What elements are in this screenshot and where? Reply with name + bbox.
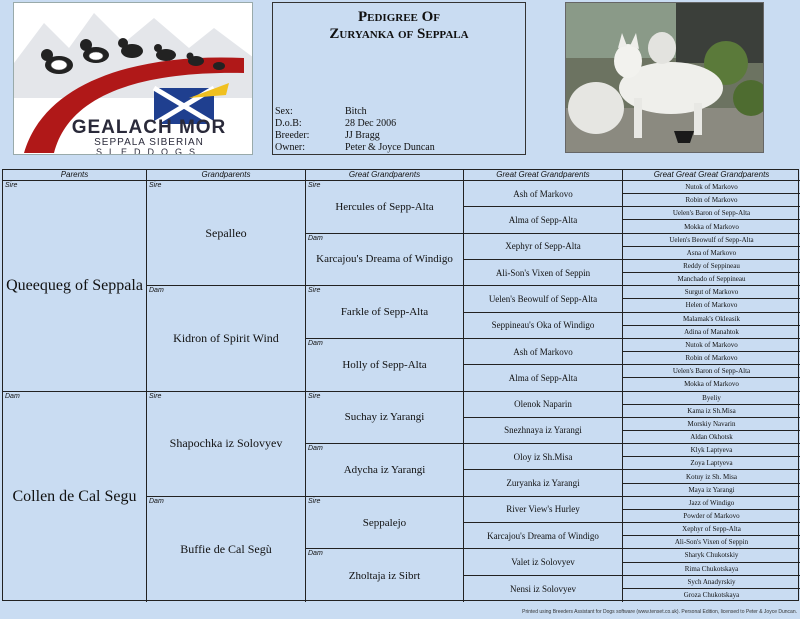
- ggg-grandparent-cell: [623, 326, 800, 339]
- ggg-grandparent-name: Nutok of Markovo: [685, 340, 738, 349]
- dog-name-title: Zuryanka of Seppala: [329, 26, 469, 42]
- sire-label: Sire: [149, 182, 162, 189]
- gg-grandparent-cell: [464, 234, 622, 260]
- ggg-grandparent-cell: [623, 563, 800, 576]
- gg-grandparent-cell: [464, 497, 622, 523]
- ggg-grandparent-name: Helen of Markovo: [685, 301, 738, 310]
- info-value: 28 Dec 2006: [345, 118, 397, 129]
- gg-grandparent-cell: [464, 181, 622, 207]
- gg-grandparent-name: Olenok Naparin: [514, 399, 572, 410]
- dog-photo: [565, 2, 764, 153]
- sire-label: Sire: [308, 497, 321, 505]
- gg-grandparent-name: Valet iz Solovyev: [511, 557, 575, 568]
- footer-credit: Printed using Breeders Assistant for Dogs software (www.tenset.co.uk). Personal Edition, licensed to Peter & Joyce Duncan.: [522, 609, 797, 615]
- gg-grandparent-cell: [464, 313, 622, 339]
- gg-grandparent-cell: [464, 444, 622, 470]
- pedigree-title: Pedigree Of: [357, 9, 441, 25]
- ggg-grandparent-name: Ali-Son's Vixen of Seppin: [674, 538, 749, 547]
- grandparent-cell: [147, 286, 305, 391]
- ggg-grandparent-name: Powder of Markovo: [683, 511, 740, 520]
- ggg-grandparent-name: Mokka of Markovo: [684, 222, 739, 231]
- great-grandparent-cell: [306, 497, 463, 550]
- dam-label: Dam: [308, 445, 323, 453]
- info-row: [275, 118, 435, 130]
- dog-info: [275, 106, 435, 154]
- logo-tagline: SEPPALA SIBERIAN: [94, 137, 204, 148]
- column-gg-grandparent: [464, 170, 623, 602]
- ggg-grandparent-name: Kama iz Sh.Misa: [687, 406, 736, 415]
- column-header: Great Great Great Grandparents: [623, 170, 800, 181]
- ggg-grandparent-cell: [623, 352, 800, 365]
- gg-grandparent-cell: [464, 339, 622, 365]
- great-grandparent-name: Karcajou's Dreama of Windigo: [316, 253, 453, 266]
- ggg-grandparent-name: Nutok of Markovo: [685, 183, 738, 192]
- ggg-grandparent-name: Zoya Laptyeva: [690, 459, 733, 468]
- great-grandparent-cell: [306, 549, 463, 602]
- gg-grandparent-name: Karcajou's Dreama of Windigo: [487, 530, 599, 541]
- ggg-grandparent-cell: [623, 286, 800, 299]
- info-value: Bitch: [345, 106, 367, 117]
- gg-grandparent-cell: [464, 549, 622, 575]
- gg-grandparent-name: Ali-Son's Vixen of Seppin: [495, 267, 591, 278]
- ggg-grandparent-name: Malamak's Okleasik: [682, 314, 741, 323]
- great-grandparent-cell: [306, 392, 463, 445]
- parent-cell: [3, 181, 146, 392]
- pedigree-title-box: [272, 2, 526, 155]
- ggg-grandparent-name: Reddy of Seppineau: [683, 262, 740, 271]
- grandparent-cell: [147, 497, 305, 602]
- column-ggg-grandparent: [623, 170, 800, 602]
- great-grandparent-name: Holly of Sepp-Alta: [342, 358, 427, 371]
- column-header: Parents: [3, 170, 146, 181]
- info-value: JJ Bragg: [345, 130, 380, 141]
- ggg-grandparent-cell: [623, 181, 800, 194]
- ggg-grandparent-cell: [623, 549, 800, 562]
- gg-grandparent-name: Xephyr of Sepp-Alta: [505, 241, 581, 252]
- ggg-grandparent-cell: [623, 405, 800, 418]
- ggg-grandparent-cell: [623, 220, 800, 233]
- ggg-grandparent-cell: [623, 339, 800, 352]
- sire-label: Sire: [308, 287, 321, 295]
- ggg-grandparent-name: Xephyr of Sepp-Alta: [682, 525, 741, 534]
- column-header: Great Great Grandparents: [464, 170, 622, 181]
- ggg-grandparent-name: Maya iz Yarangi: [688, 485, 735, 494]
- gg-grandparent-cell: [464, 260, 622, 286]
- great-grandparent-name: Suchay iz Yarangi: [344, 411, 425, 424]
- parent-name: Queequeg of Seppala: [6, 276, 143, 294]
- sire-label: Sire: [149, 392, 162, 400]
- info-row: [275, 130, 435, 142]
- great-grandparent-name: Farkle of Sepp-Alta: [340, 306, 429, 319]
- gg-grandparent-name: Alma of Sepp-Alta: [508, 372, 578, 383]
- gg-grandparent-cell: [464, 470, 622, 496]
- grandparent-name: Kidron of Spirit Wind: [173, 330, 279, 345]
- gg-grandparent-name: Ash of Markovo: [513, 346, 573, 357]
- column-parent: [3, 170, 147, 602]
- pedigree-table: [2, 169, 799, 601]
- ggg-grandparent-name: Sharyk Chukotskiy: [684, 551, 739, 560]
- ggg-grandparent-cell: [623, 194, 800, 207]
- gg-grandparent-cell: [464, 576, 622, 602]
- ggg-grandparent-name: Rima Chukotskaya: [684, 564, 739, 573]
- info-row: [275, 106, 435, 118]
- great-grandparent-name: Zholtaja iz Sibrt: [348, 569, 421, 582]
- ggg-grandparent-cell: [623, 365, 800, 378]
- great-grandparent-cell: [306, 234, 463, 287]
- parent-name: Collen de Cal Segu: [12, 487, 137, 505]
- ggg-grandparent-cell: [623, 457, 800, 470]
- gg-grandparent-name: Uelen's Beowulf of Sepp-Alta: [488, 293, 598, 304]
- ggg-grandparent-name: Uelen's Beowulf of Sepp-Alta: [669, 235, 754, 244]
- ggg-grandparent-cell: [623, 523, 800, 536]
- info-key: Sex:: [275, 106, 293, 117]
- dam-label: Dam: [308, 550, 323, 558]
- grandparent-cell: [147, 181, 305, 286]
- ggg-grandparent-cell: [623, 576, 800, 589]
- great-grandparent-cell: [306, 286, 463, 339]
- parent-cell: [3, 392, 146, 603]
- ggg-grandparent-name: Jazz of Windigo: [688, 498, 735, 507]
- gg-grandparent-name: Alma of Sepp-Alta: [508, 214, 578, 225]
- column-header: Great Grandparents: [306, 170, 463, 181]
- great-grandparent-name: Adycha iz Yarangi: [343, 463, 426, 476]
- column-grandparent: [147, 170, 306, 602]
- gg-grandparent-cell: [464, 286, 622, 312]
- great-grandparent-cell: [306, 339, 463, 392]
- info-key: Owner:: [275, 142, 305, 153]
- gg-grandparent-cell: [464, 523, 622, 549]
- ggg-grandparent-cell: [623, 589, 800, 602]
- ggg-grandparent-name: Kotuy iz Sh. Misa: [686, 472, 737, 481]
- ggg-grandparent-cell: [623, 234, 800, 247]
- sire-label: Sire: [5, 182, 18, 189]
- sire-label: Sire: [308, 182, 321, 189]
- grandparent-name: Buffie de Cal Segù: [180, 541, 272, 556]
- ggg-grandparent-name: Adina of Manahtok: [684, 327, 739, 336]
- gg-grandparent-name: Seppineau's Oka of Windigo: [491, 320, 595, 331]
- ggg-grandparent-cell: [623, 470, 800, 483]
- ggg-grandparent-name: Robin of Markovo: [685, 196, 738, 205]
- column-header: Grandparents: [147, 170, 305, 181]
- ggg-grandparent-cell: [623, 299, 800, 312]
- sire-label: Sire: [308, 392, 321, 400]
- ggg-grandparent-name: Mokka of Markovo: [684, 380, 739, 389]
- ggg-grandparent-cell: [623, 444, 800, 457]
- ggg-grandparent-name: Byeliy: [702, 393, 721, 402]
- ggg-grandparent-name: Uelen's Baron of Sepp-Alta: [672, 367, 751, 376]
- ggg-grandparent-cell: [623, 207, 800, 220]
- ggg-grandparent-cell: [623, 418, 800, 431]
- dam-label: Dam: [308, 339, 323, 347]
- gg-grandparent-cell: [464, 207, 622, 233]
- ggg-grandparent-name: Morskiy Navarin: [687, 419, 736, 428]
- dam-label: Dam: [149, 287, 164, 295]
- gg-grandparent-name: Zuryanka iz Yarangi: [506, 478, 580, 489]
- grandparent-cell: [147, 392, 305, 497]
- ggg-grandparent-name: Uelen's Baron of Sepp-Alta: [672, 209, 751, 218]
- kennel-logo: [13, 2, 253, 155]
- ggg-grandparent-name: Klyk Laptyeva: [690, 446, 733, 455]
- info-key: Breeder:: [275, 130, 310, 141]
- ggg-grandparent-cell: [623, 510, 800, 523]
- ggg-grandparent-name: Sych Anadyrskiy: [687, 577, 736, 586]
- gg-grandparent-name: River View's Hurley: [506, 504, 580, 515]
- ggg-grandparent-cell: [623, 378, 800, 391]
- grandparent-name: Shapochka iz Solovyev: [169, 436, 283, 451]
- dam-label: Dam: [308, 234, 323, 242]
- dam-label: Dam: [149, 497, 164, 505]
- gg-grandparent-name: Ash of Markovo: [513, 188, 573, 199]
- grandparent-name: Sepalleo: [205, 225, 247, 240]
- logo-tagline-2: SLEDDOGS: [95, 147, 202, 155]
- gg-grandparent-cell: [464, 418, 622, 444]
- great-grandparent-name: Hercules of Sepp-Alta: [335, 200, 434, 213]
- gg-grandparent-cell: [464, 365, 622, 391]
- ggg-grandparent-cell: [623, 484, 800, 497]
- ggg-grandparent-cell: [623, 247, 800, 260]
- ggg-grandparent-cell: [623, 536, 800, 549]
- logo-brand-name: GEALACH MOR: [71, 117, 227, 138]
- ggg-grandparent-cell: [623, 431, 800, 444]
- ggg-grandparent-cell: [623, 260, 800, 273]
- info-row: [275, 142, 435, 154]
- ggg-grandparent-cell: [623, 497, 800, 510]
- ggg-grandparent-cell: [623, 392, 800, 405]
- ggg-grandparent-name: Surgut of Markovo: [684, 288, 739, 297]
- ggg-grandparent-cell: [623, 313, 800, 326]
- great-grandparent-cell: [306, 181, 463, 234]
- great-grandparent-name: Seppalejo: [362, 516, 407, 529]
- ggg-grandparent-name: Robin of Markovo: [685, 354, 738, 363]
- info-value: Peter & Joyce Duncan: [345, 142, 435, 153]
- info-key: D.o.B:: [275, 118, 302, 129]
- dam-label: Dam: [5, 392, 20, 400]
- ggg-grandparent-name: Groza Chukotskaya: [683, 591, 740, 600]
- great-grandparent-cell: [306, 444, 463, 497]
- ggg-grandparent-name: Aldan Okhotsk: [690, 433, 733, 442]
- column-great-grandparent: [306, 170, 464, 602]
- ggg-grandparent-name: Asna of Markovo: [686, 248, 737, 257]
- gg-grandparent-cell: [464, 392, 622, 418]
- ggg-grandparent-cell: [623, 273, 800, 286]
- gg-grandparent-name: Nensi iz Solovyev: [510, 583, 576, 594]
- gg-grandparent-name: Snezhnaya iz Yarangi: [504, 425, 582, 436]
- ggg-grandparent-name: Manchado of Seppineau: [677, 275, 746, 284]
- gg-grandparent-name: Oloy iz Sh.Misa: [513, 451, 573, 462]
